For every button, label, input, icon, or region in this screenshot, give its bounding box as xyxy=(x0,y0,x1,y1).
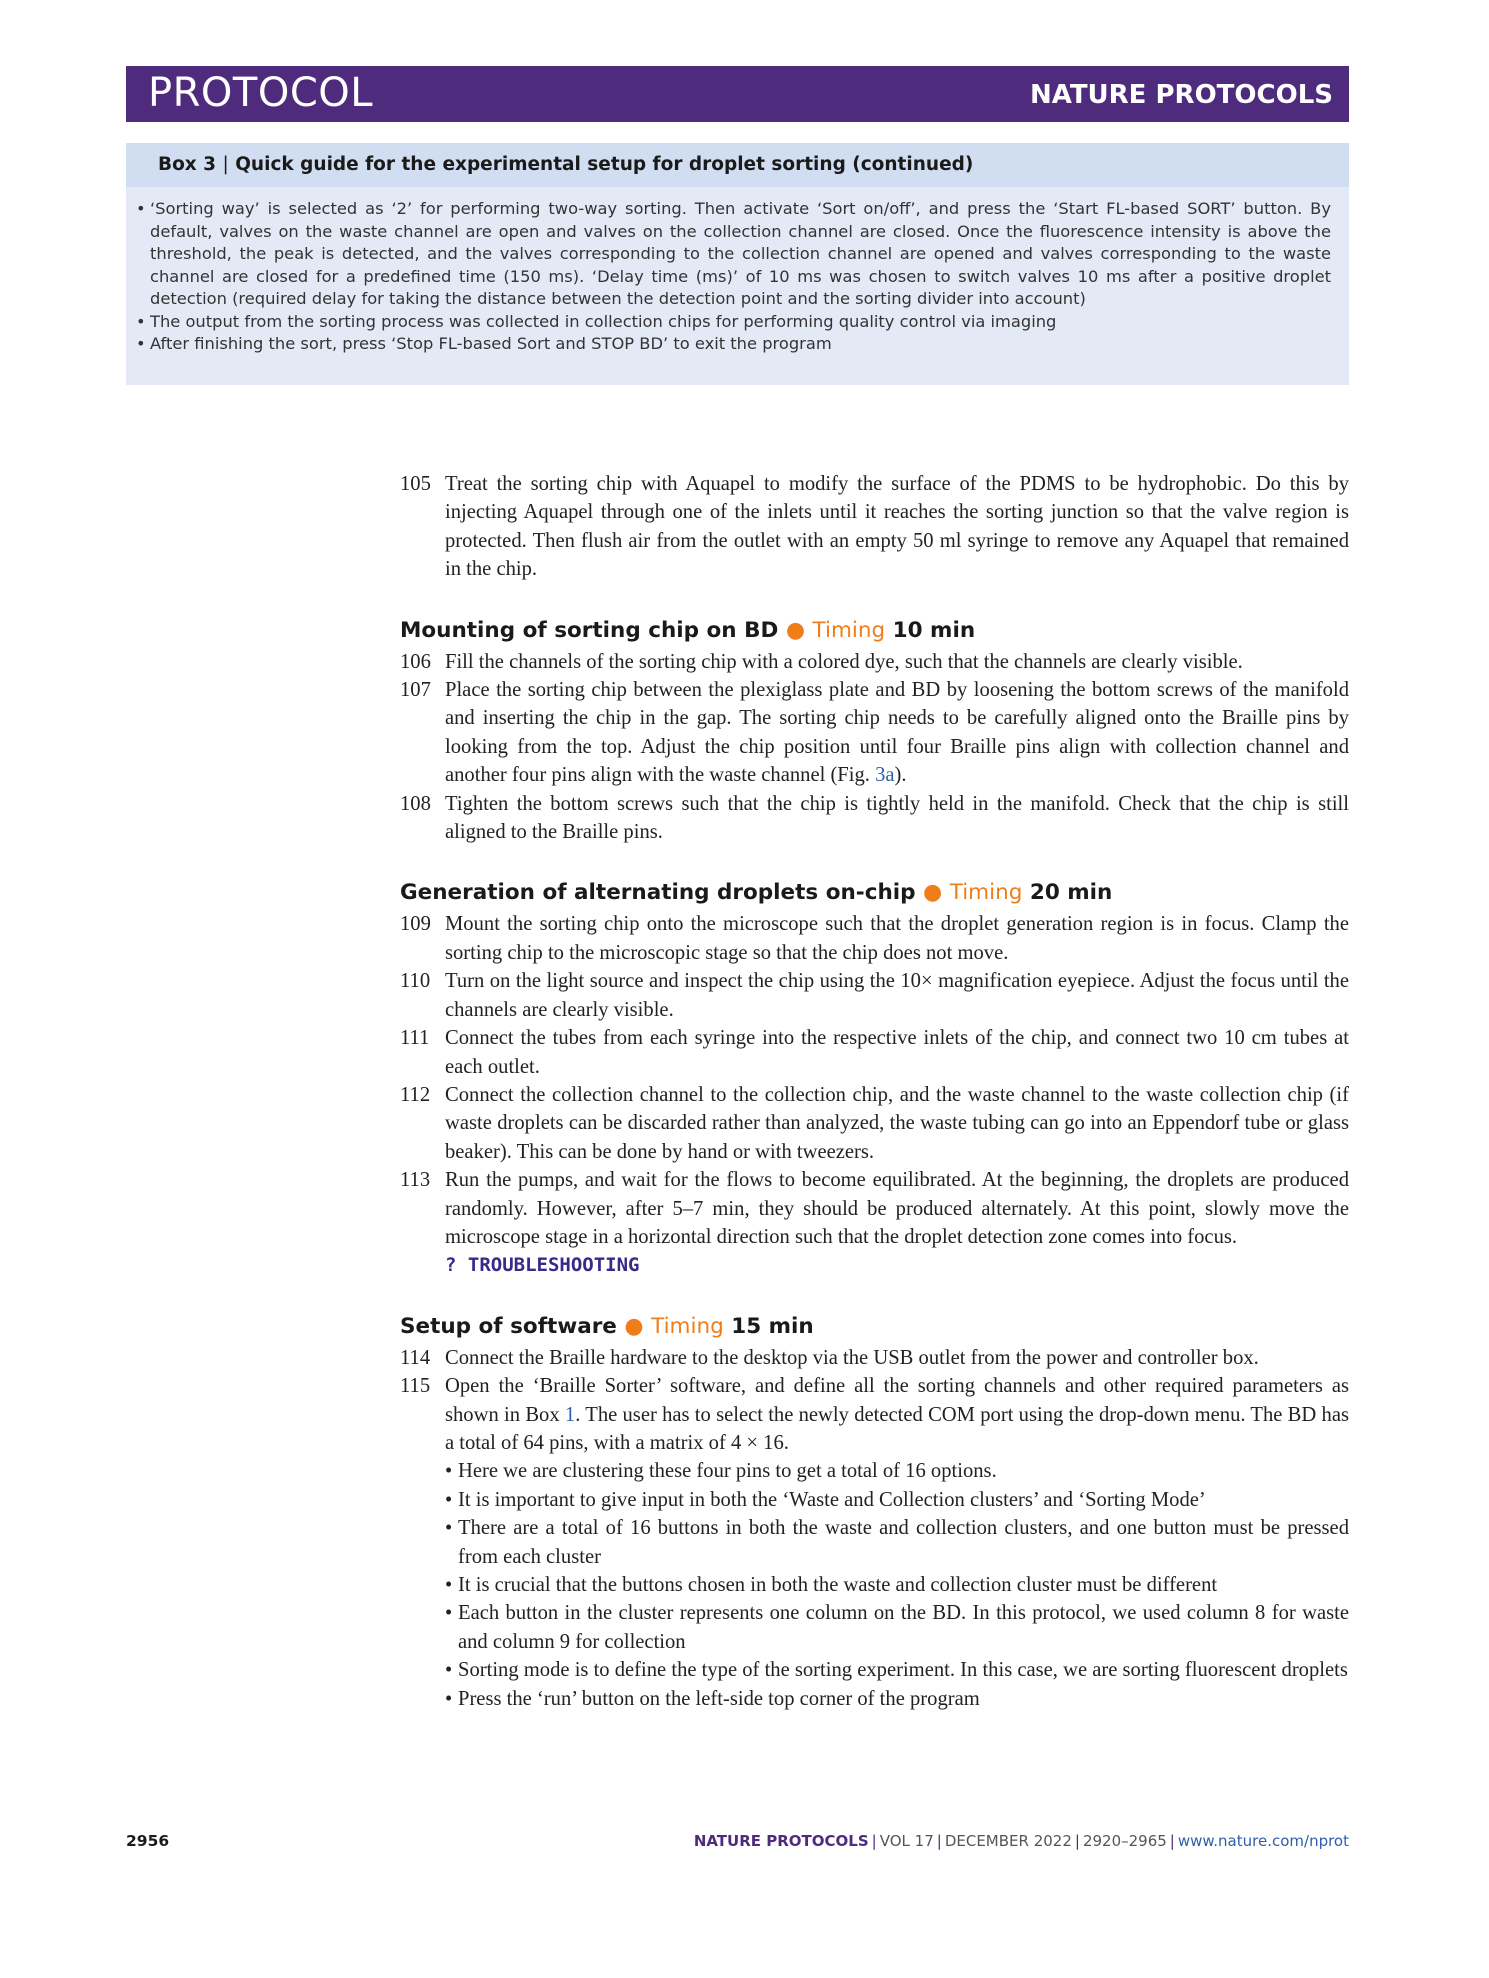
page-number: 2956 xyxy=(126,1832,170,1850)
step-text: Mount the sorting chip onto the microscope such that the droplet generation region is in focus. Clamp the sorting chip to the microscopic stage so that the chip does not move. xyxy=(445,913,1349,964)
step-number: 110 xyxy=(400,970,431,993)
list-item: • There are a total of 16 buttons in both the waste and collection clusters, and one button must be pressed from each cluster xyxy=(445,1514,1349,1571)
footer-journal: NATURE PROTOCOLS xyxy=(693,1832,869,1850)
step-text: Turn on the light source and inspect the chip using the 10× magnification eyepiece. Adjust the focus until the channels are clearly visible. xyxy=(445,970,1349,1021)
step-number: 106 xyxy=(400,650,431,673)
figure-ref-link[interactable]: 3a xyxy=(875,764,895,787)
list-item: • It is important to give input in both the ‘Waste and Collection clusters’ and ‘Sorting Mode’ xyxy=(445,1486,1349,1514)
heading-title: Mounting of sorting chip on BD xyxy=(400,617,779,643)
box-separator: | xyxy=(222,154,229,175)
step-text: Connect the tubes from each syringe into the respective inlets of the chip, and connect two 10 cm tubes at each outlet. xyxy=(445,1027,1349,1078)
footer-pipe: | xyxy=(871,1832,877,1850)
step-text: Treat the sorting chip with Aquapel to modify the surface of the PDMS to be hydrophobic. Do this by injecting Aquapel through one of the inlets until it reaches the sorting junction so that the valve region is protected. Then flush air from the outlet with an empty 50 ml syringe to remove any Aquapel that remained in the chip. xyxy=(445,473,1349,581)
step-number: 112 xyxy=(400,1083,431,1106)
step-text: Connect the Braille hardware to the desktop via the USB outlet from the power and controller box. xyxy=(445,1346,1259,1369)
step-115-bullets xyxy=(445,1457,1349,1713)
list-item: • Press the ‘run’ button on the left-side top corner of the program xyxy=(445,1685,1349,1713)
list-item: • Each button in the cluster represents one column on the BD. In this protocol, we used column 8 for waste and column 9 for collection xyxy=(445,1599,1349,1656)
step-105 xyxy=(400,470,1349,584)
step-109 xyxy=(400,910,1349,967)
step-106 xyxy=(400,648,1349,676)
step-115 xyxy=(400,1372,1349,1713)
heading-mounting xyxy=(400,614,1349,648)
timing-label: Timing xyxy=(949,880,1023,906)
heading-title: Generation of alternating droplets on-chip xyxy=(400,880,916,906)
timing-duration: 15 min xyxy=(731,1313,814,1339)
troubleshooting-link[interactable]: ? TROUBLESHOOTING xyxy=(445,1254,640,1277)
footer-pipe: | xyxy=(1074,1832,1080,1850)
timing-label: Timing xyxy=(812,617,886,643)
step-number: 105 xyxy=(400,473,431,495)
footer-volume: VOL 17 xyxy=(879,1832,934,1850)
step-text: Open the ‘Braille Sorter’ software, and define all the sorting channels and other required parameters as shown in Box xyxy=(445,1375,1349,1426)
list-item: • It is crucial that the buttons chosen in both the waste and collection cluster must be different xyxy=(445,1571,1349,1599)
footer-pipe: | xyxy=(936,1832,942,1850)
timing-duration: 20 min xyxy=(1029,880,1113,906)
step-108 xyxy=(400,790,1349,847)
timing-label: Timing xyxy=(651,1313,724,1339)
box-number: Box 3 xyxy=(158,154,217,175)
box-bullet-list xyxy=(136,198,1331,356)
heading-software xyxy=(400,1310,1349,1344)
box-bullet: • After finishing the sort, press ‘Stop FL-based Sort and STOP BD’ to exit the program xyxy=(136,333,1331,356)
step-113 xyxy=(400,1166,1349,1280)
step-number: 109 xyxy=(400,913,431,936)
step-number: 107 xyxy=(400,679,431,702)
step-text: Connect the collection channel to the collection chip, and the waste channel to the waste collection chip (if waste droplets can be discarded rather than analyzed, the waste tubing can go into an Eppendorf tube or glass beaker). This can be done by hand or with tweezers. xyxy=(445,1083,1349,1163)
footer-pages: 2920–2965 xyxy=(1082,1832,1167,1850)
step-text: Fill the channels of the sorting chip with a colored dye, such that the channels are clearly visible. xyxy=(445,650,1243,673)
header-bar xyxy=(126,66,1349,122)
step-111 xyxy=(400,1024,1349,1081)
step-text-end: ). xyxy=(894,764,907,787)
journal-name: NATURE PROTOCOLS xyxy=(1029,80,1333,110)
box-3 xyxy=(126,143,1349,385)
timing-dot-icon: ● xyxy=(923,880,943,906)
heading-generation xyxy=(400,876,1349,910)
footer-date: DECEMBER 2022 xyxy=(944,1832,1072,1850)
step-number: 108 xyxy=(400,792,431,815)
step-110 xyxy=(400,967,1349,1024)
footer-url-link[interactable]: www.nature.com/nprot xyxy=(1177,1832,1349,1850)
step-114 xyxy=(400,1344,1349,1372)
step-number: 114 xyxy=(400,1346,431,1369)
box-title-text: Quick guide for the experimental setup for droplet sorting (continued) xyxy=(235,154,974,175)
step-text: Run the pumps, and wait for the flows to become equilibrated. At the beginning, the droplets are produced randomly. However, after 5–7 min, they should be produced alternately. At this point, slowly move the microscope stage in a horizontal direction such that the droplet detection zone comes into focus. xyxy=(445,1169,1349,1248)
step-text-end: . The user has to select the newly detected COM port using the drop-down menu. The BD has a total of 64 pins, with a matrix of 4 × 16. xyxy=(445,1403,1349,1454)
step-text: Place the sorting chip between the plexiglass plate and BD by loosening the bottom screws of the manifold and inserting the chip in the gap. The sorting chip needs to be carefully aligned onto the Braille pins by looking from the top. Adjust the chip position until four Braille pins align with collection channel and another four pins align with the waste channel (Fig. xyxy=(445,679,1349,787)
main-column xyxy=(400,470,1349,1713)
step-107 xyxy=(400,676,1349,790)
section-label: PROTOCOL xyxy=(148,70,374,116)
box-ref-link[interactable]: 1 xyxy=(564,1403,576,1426)
timing-dot-icon: ● xyxy=(624,1313,644,1339)
step-number: 115 xyxy=(400,1375,431,1398)
step-112 xyxy=(400,1081,1349,1166)
heading-title: Setup of software xyxy=(400,1313,617,1339)
timing-dot-icon: ● xyxy=(785,617,806,643)
list-item: • Here we are clustering these four pins to get a total of 16 options. xyxy=(445,1457,1349,1485)
step-text: Tighten the bottom screws such that the chip is tightly held in the manifold. Check that the chip is still aligned to the Braille pins. xyxy=(445,792,1349,844)
footer-pipe: | xyxy=(1169,1832,1175,1850)
step-number: 111 xyxy=(400,1027,430,1050)
list-item: • Sorting mode is to define the type of the sorting experiment. In this case, we are sorting fluorescent droplets xyxy=(445,1656,1349,1684)
box-title xyxy=(126,143,1349,187)
timing-duration: 10 min xyxy=(892,617,976,643)
step-number: 113 xyxy=(400,1169,431,1192)
footer-citation xyxy=(694,1832,1349,1850)
box-bullet: • ‘Sorting way’ is selected as ‘2’ for performing two-way sorting. Then activate ‘Sort on/off’, and press the ‘Start FL-based SORT’ button. By default, valves on the waste channel are open and valves on the collection channel are closed. Once the fluorescence intensity is above the threshold, the peak is detected, and the valves corresponding to the collection channel are opened and valves corresponding to the waste channel are closed for a predefined time (150 ms). ‘Delay time (ms)’ of 10 ms was chosen to switch valves 10 ms after a positive droplet detection (required delay for taking the distance between the detection point and the sorting divider into account) xyxy=(136,198,1331,311)
box-bullet: • The output from the sorting process was collected in collection chips for performing quality control via imaging xyxy=(136,311,1331,334)
